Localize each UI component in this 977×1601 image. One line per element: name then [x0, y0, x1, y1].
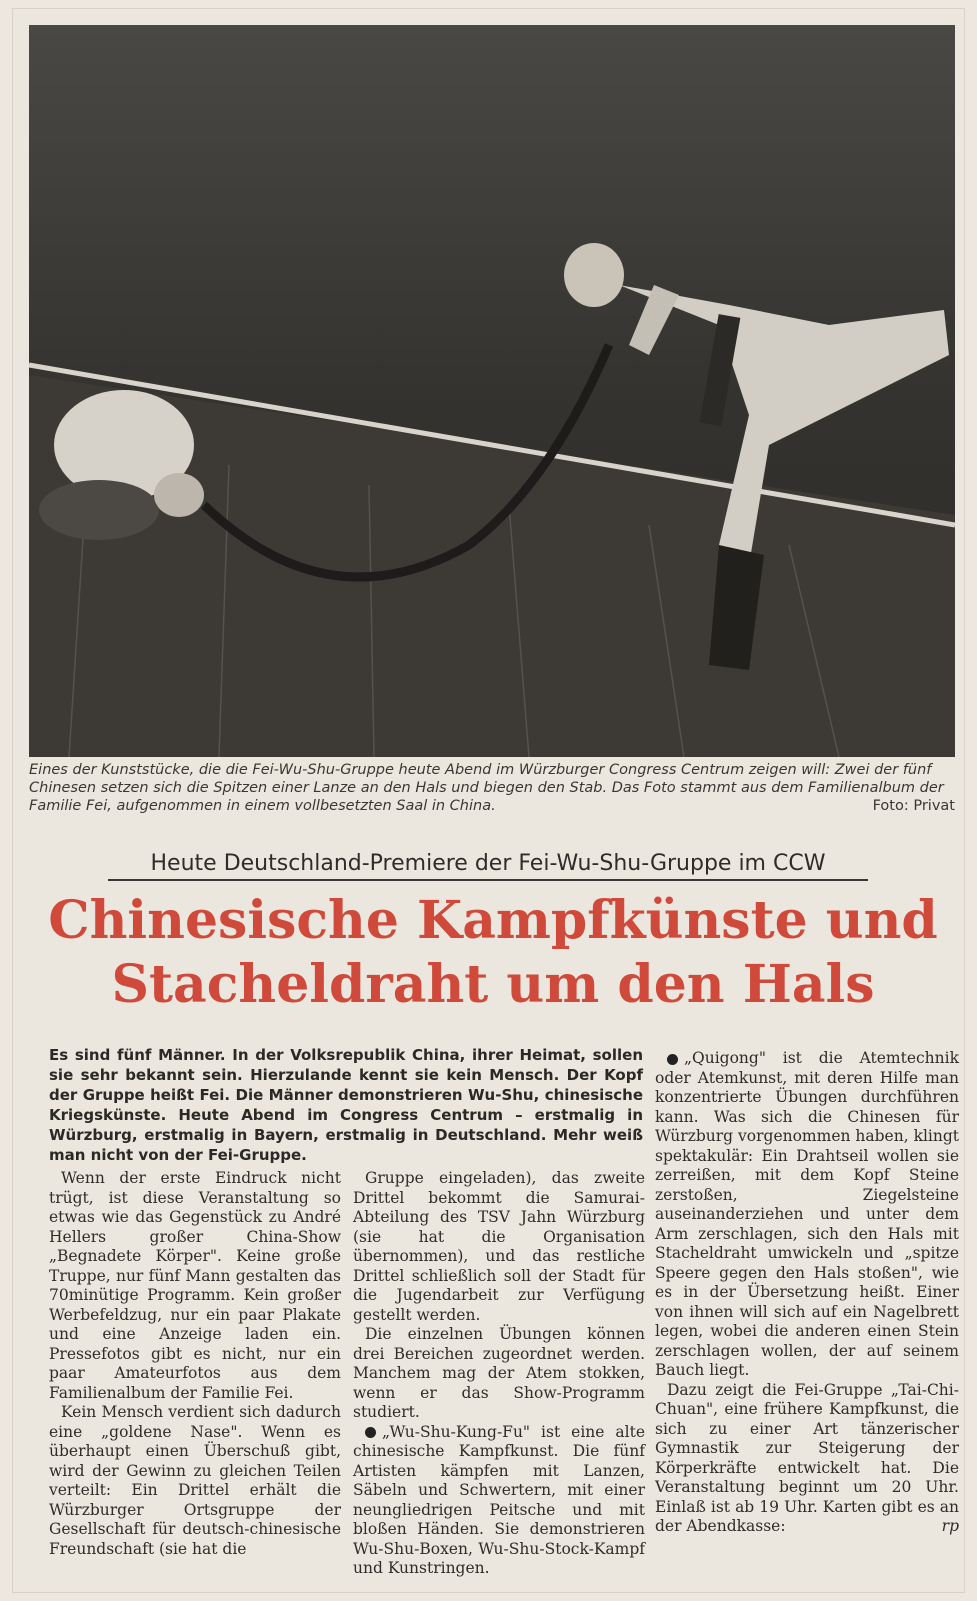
lead-paragraph: Es sind fünf Männer. In der Volksrepublik China, ihrer Heimat, sollen sie sehr bekannt sein. Hierzulande kennt sie kein Mensch. Der Kopf der Gruppe heißt Fei. Die Männer demonstrieren Wu-Shu, chinesische Kriegskünste. Heute Abend im Congress Centrum – erstmalig in Würzburg, erstmalig in Bayern, erstmalig in Deutschland. Mehr weiß man nicht von der Fei-Gruppe.: [49, 1046, 643, 1164]
column-3-paragraph-2-text: Dazu zeigt die Fei-Gruppe „Tai-Chi-Chuan", eine frühere Kampfkunst, die sich zu einer Art tänzerischer Gymnastik zur Steigerung der Körperkräfte entwickelt hat. Die Veranstaltung beginnt um 20 Uhr. Einlaß ist ab 19 Uhr. Karten gibt es an der Abendkasse:: [655, 1380, 959, 1535]
column-3-paragraph-1: [655, 1049, 959, 1381]
column-3-paragraph-2: [655, 1381, 959, 1537]
column-1-paragraph-2: Kein Mensch verdient sich dadurch eine „goldene Nase". Wenn es überhaupt einen Überschuß gibt, wird der Gewinn zu gleichen Teilen verteilt: Ein Drittel erhält die Würzburger Ortsgruppe der Gesellschaft für deutsch-chinesische Freundschaft (sie hat die: [49, 1403, 341, 1558]
bullet-icon: [667, 1054, 678, 1065]
column-2: [353, 1169, 645, 1579]
newspaper-clipping: [12, 8, 965, 1593]
photo-icon: [29, 25, 955, 757]
headline: [43, 889, 943, 1017]
headline-line-2: Stacheldraht um den Hals: [111, 954, 875, 1015]
column-2-paragraph-3: [353, 1423, 645, 1579]
column-2-paragraph-2: Die einzelnen Übungen können drei Bereichen zugeordnet werden. Manchem mag der Atem stokken, wenn er das Show-Programm studiert.: [353, 1325, 645, 1421]
bullet-icon: [365, 1427, 376, 1438]
column-2-paragraph-1: Gruppe eingeladen), das zweite Drittel bekommt die Samurai-Abteilung des TSV Jahn Würzburg (sie hat die Organisation übernommen), und das restliche Drittel schließlich soll der Stadt für die Jugendarbeit zur Verfügung gestellt werden.: [353, 1169, 645, 1324]
photo-caption: [29, 761, 955, 815]
column-1-paragraph-1: Wenn der erste Eindruck nicht trügt, ist diese Veranstaltung so etwas wie das Gegenstück zu André Hellers großer China-Show „Begnadete Körper". Keine große Truppe, nur fünf Mann gestalten das 70minütige Programm. Kein großer Werbefeldzug, nur ein paar Plakate und eine Anzeige laden ein. Pressefotos gibt es nicht, nur ein paar Amateurfotos aus dem Familienalbum der Familie Fei.: [49, 1169, 341, 1402]
kicker-line: Heute Deutschland-Premiere der Fei-Wu-Shu-Gruppe im CCW: [108, 849, 868, 881]
column-2-paragraph-3-text: „Wu-Shu-Kung-Fu" ist eine alte chinesische Kampfkunst. Die fünf Artisten kämpfen mit Lanzen, Säbeln und Schwertern, mit einer neungliedrigen Peitsche und mit bloßen Händen. Sie demonstrieren Wu-Shu-Boxen, Wu-Shu-Stock-Kampf und Kunstringen.: [353, 1422, 645, 1577]
author-signature: rp: [941, 1517, 959, 1535]
caption-text: Eines der Kunststücke, die die Fei-Wu-Shu-Gruppe heute Abend im Würzburger Congress Centrum zeigen will: Zwei der fünf Chinesen setzen sich die Spitzen einer Lanze an den Hals und biegen den Stab. Das Foto stammt aus dem Familienalbum der Familie Fei, aufgenommen in einem vollbesetzten Saal in China.: [29, 762, 944, 814]
article-photo: [29, 25, 955, 757]
photo-credit: Foto: Privat: [872, 798, 955, 814]
column-3: [655, 1049, 959, 1537]
column-1: [49, 1169, 341, 1559]
column-3-paragraph-1-text: „Quigong" ist die Atemtechnik oder Atemkunst, mit deren Hilfe man konzentrierte Übungen durchführen kann. Was sich die Chinesen für Würzburg vorgenommen haben, klingt spektakulär: Ein Drahtseil wollen sie zerreißen, mit dem Kopf Steine zerstoßen, Ziegelsteine auseinanderziehen und unter dem Arm zerschlagen, sich den Hals mit Stacheldraht umwickeln und „spitze Speere gegen den Hals stoßen", wie es in der Übersetzung heißt. Einer von ihnen will sich auf ein Nagelbrett legen, wobei die anderen einen Stein zerschlagen wollen, der auf seinem Bauch liegt.: [655, 1049, 960, 1379]
headline-line-1: Chinesische Kampfkünste und: [48, 890, 938, 951]
